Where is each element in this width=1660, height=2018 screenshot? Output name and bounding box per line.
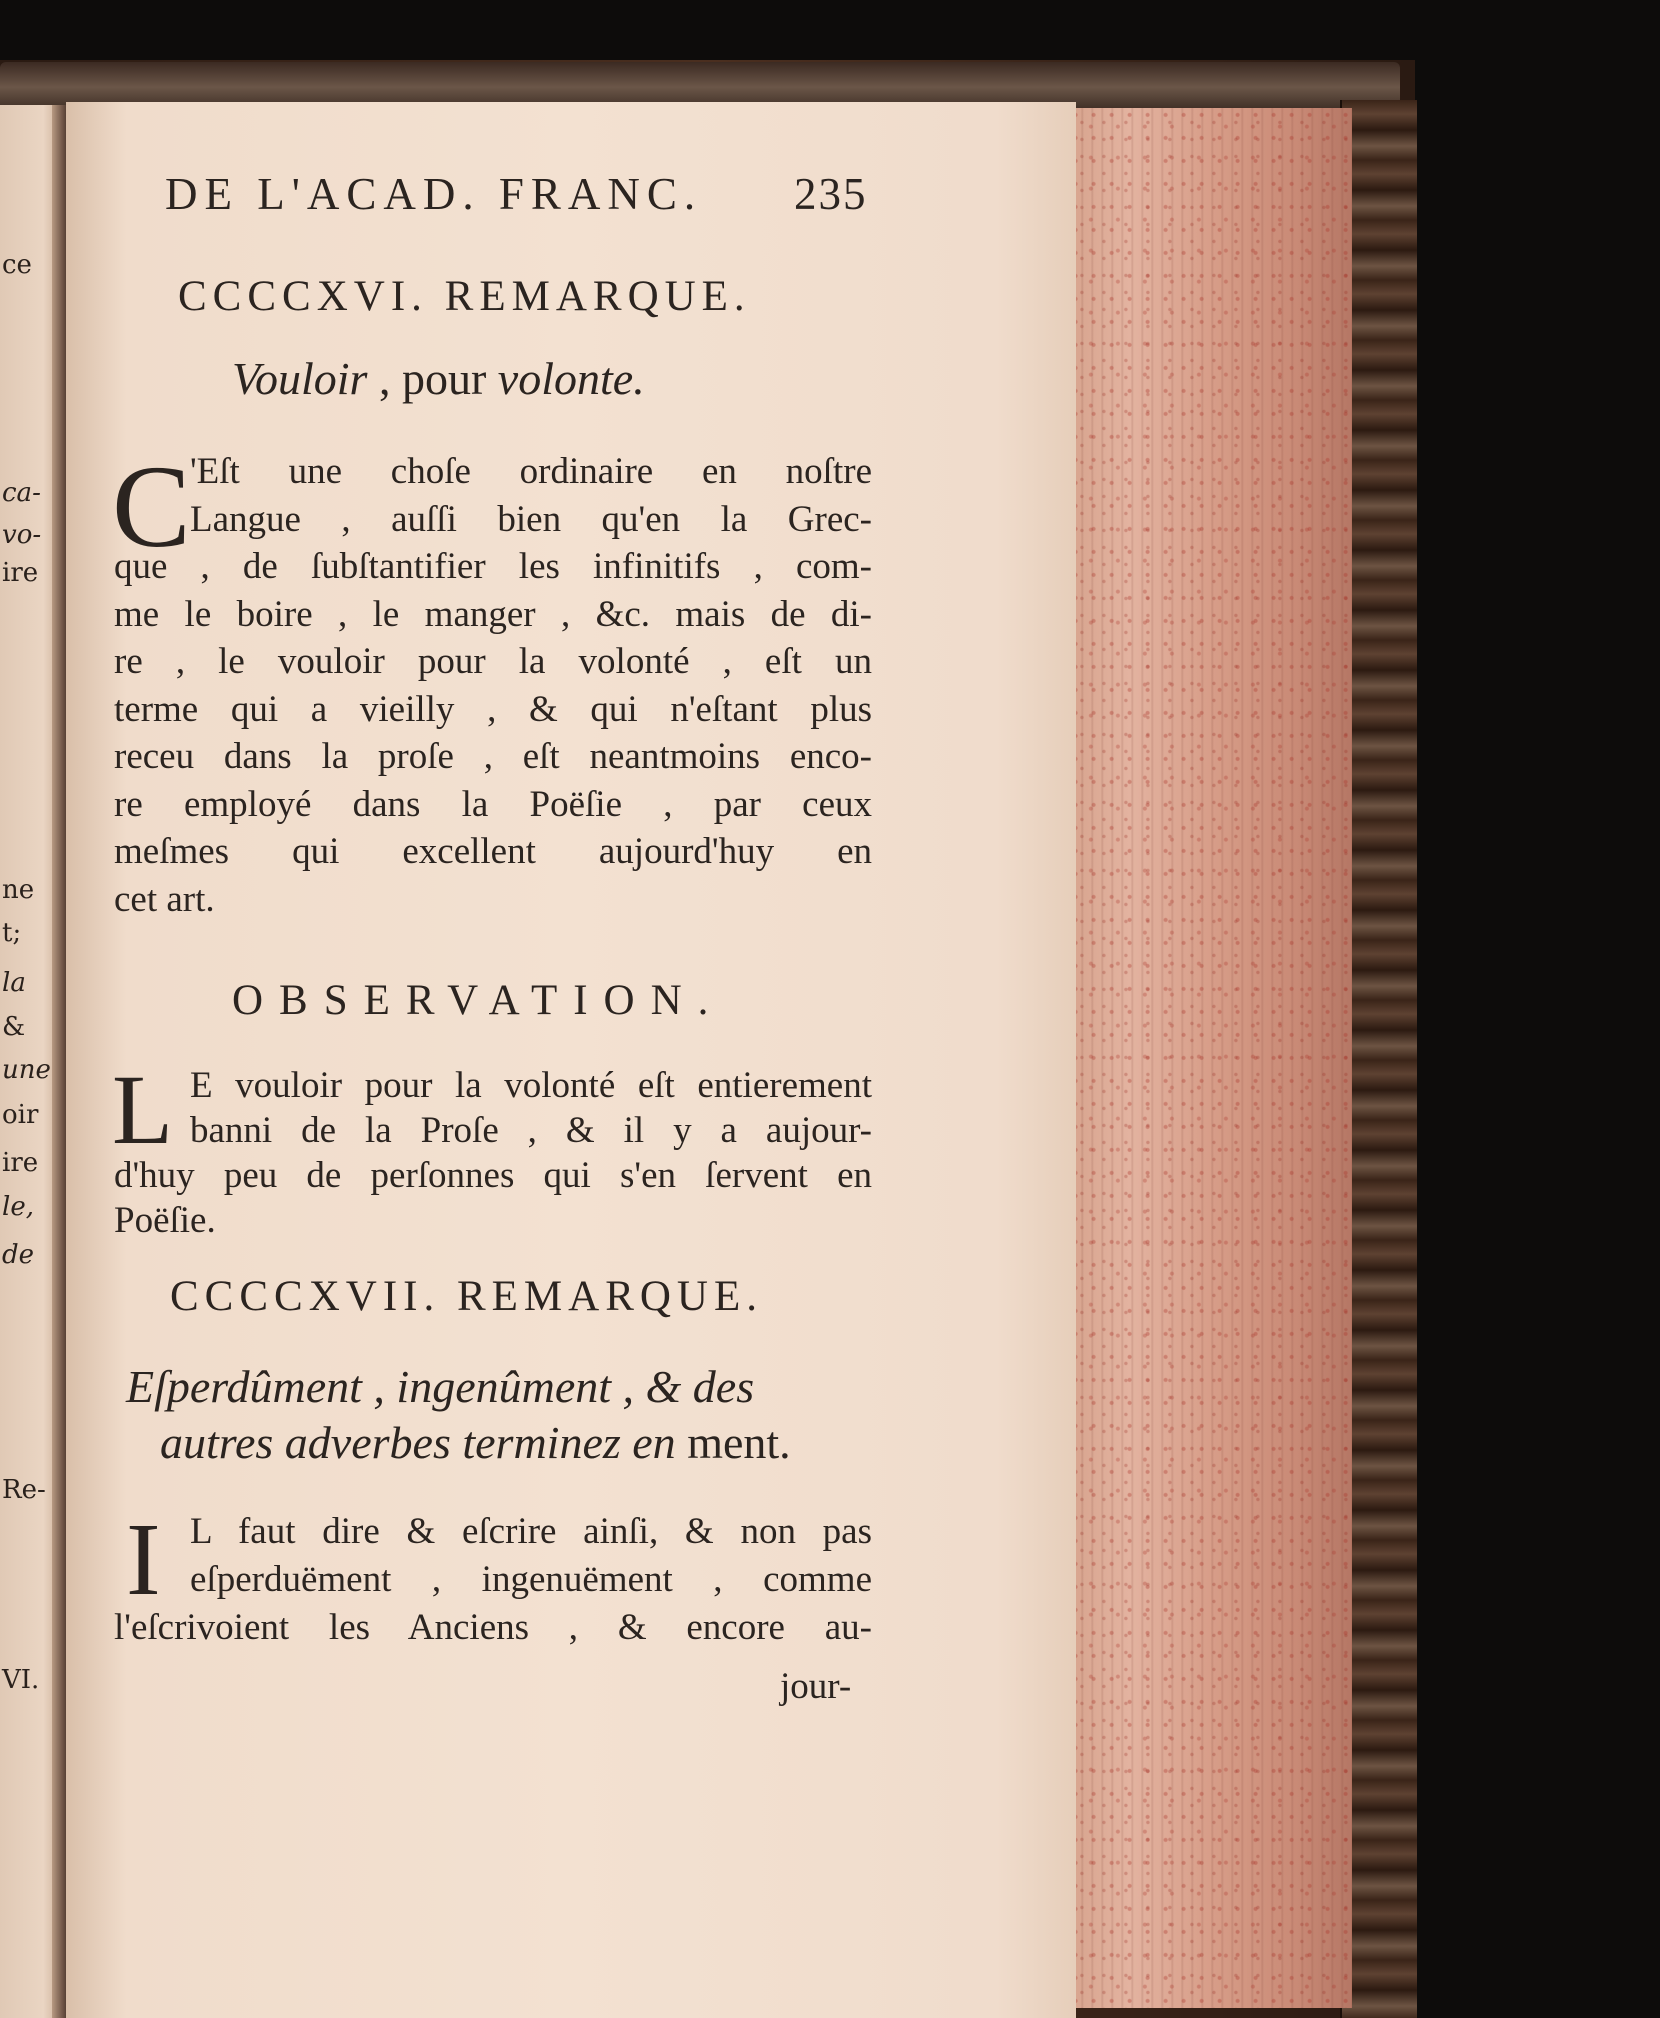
drop-cap: C	[112, 441, 191, 572]
left-page-fragment: ire	[2, 1148, 39, 1178]
text-line: l'eſcrivoient les Anciens , & encore au-	[114, 1607, 872, 1648]
left-page-fragment: &	[2, 1012, 26, 1042]
left-page-fragment: VI.	[2, 1665, 40, 1695]
left-page-fragment: oir	[2, 1100, 39, 1130]
left-page-fragment: la	[2, 968, 26, 998]
remark-subtitle: Eſperdûment , ingenûment , & des	[126, 1361, 755, 1412]
left-page-fragment: vo-	[2, 520, 42, 550]
left-page-fragment: le,	[2, 1192, 34, 1222]
left-page-fragment: Re-	[2, 1475, 46, 1505]
text-line: banni de la Proſe , & il y a aujour-	[190, 1110, 872, 1151]
drop-cap: I	[126, 1502, 161, 1617]
text-line: meſmes qui excellent aujourd'huy en	[114, 831, 872, 872]
subtitle-term: autres adverbes terminez en	[160, 1417, 676, 1468]
text-line: cet art.	[114, 878, 215, 920]
remark-subtitle	[160, 1416, 791, 1469]
text-line: 'Eſt une choſe ordinaire en noſtre	[190, 451, 872, 492]
text-line: Langue , auſſi bien qu'en la Grec-	[190, 498, 872, 540]
left-page-fragment: ce	[2, 250, 32, 280]
text-line: re , le vouloir pour la volonté , eſt un	[114, 641, 872, 682]
subtitle-connector: , pour	[367, 353, 498, 404]
text-line: que , de ſubſtantifier les infinitifs , com-	[114, 546, 872, 587]
left-page-fragment: t;	[2, 918, 22, 948]
drop-cap: L	[112, 1054, 174, 1165]
text-line: Poëſie.	[114, 1200, 216, 1241]
text-line: me le boire , le manger , &c. mais de di-	[114, 593, 872, 635]
remark-heading: CCCCXVI. REMARQUE.	[178, 273, 751, 320]
page-number: 235	[794, 169, 868, 219]
left-page-fragment: ca-	[2, 478, 41, 508]
subtitle-term: volonte.	[497, 353, 645, 404]
left-page-fragment: ire	[2, 558, 39, 588]
left-page-fragment: ne	[2, 875, 35, 905]
sprinkled-edge	[1072, 108, 1350, 2008]
text-line: L faut dire & eſcrire ainſi, & non pas	[190, 1511, 872, 1552]
text-line: receu dans la proſe , eſt neantmoins enco-	[114, 736, 872, 777]
observation-heading: OBSERVATION.	[232, 977, 725, 1024]
catchword: jour-	[780, 1666, 852, 1707]
text-line: d'huy peu de perſonnes qui s'en ſervent en	[114, 1155, 872, 1196]
left-page-fragment: une	[2, 1055, 51, 1085]
text-line: eſperduëment , ingenuëment , comme	[190, 1559, 872, 1600]
running-head: DE L'ACAD. FRANC.	[165, 169, 703, 219]
text-line: terme qui a vieilly , & qui n'eſtant plus	[114, 688, 872, 730]
remark-heading: CCCCXVII. REMARQUE.	[170, 1273, 764, 1320]
left-page-fragment: de	[2, 1240, 35, 1270]
text-line: re employé dans la Poëſie , par ceux	[114, 783, 872, 825]
remark-subtitle	[232, 352, 645, 405]
subtitle-connector: ment.	[675, 1417, 791, 1468]
text-line: E vouloir pour la volonté eſt entierement	[190, 1065, 872, 1106]
subtitle-term: Vouloir	[232, 353, 368, 404]
